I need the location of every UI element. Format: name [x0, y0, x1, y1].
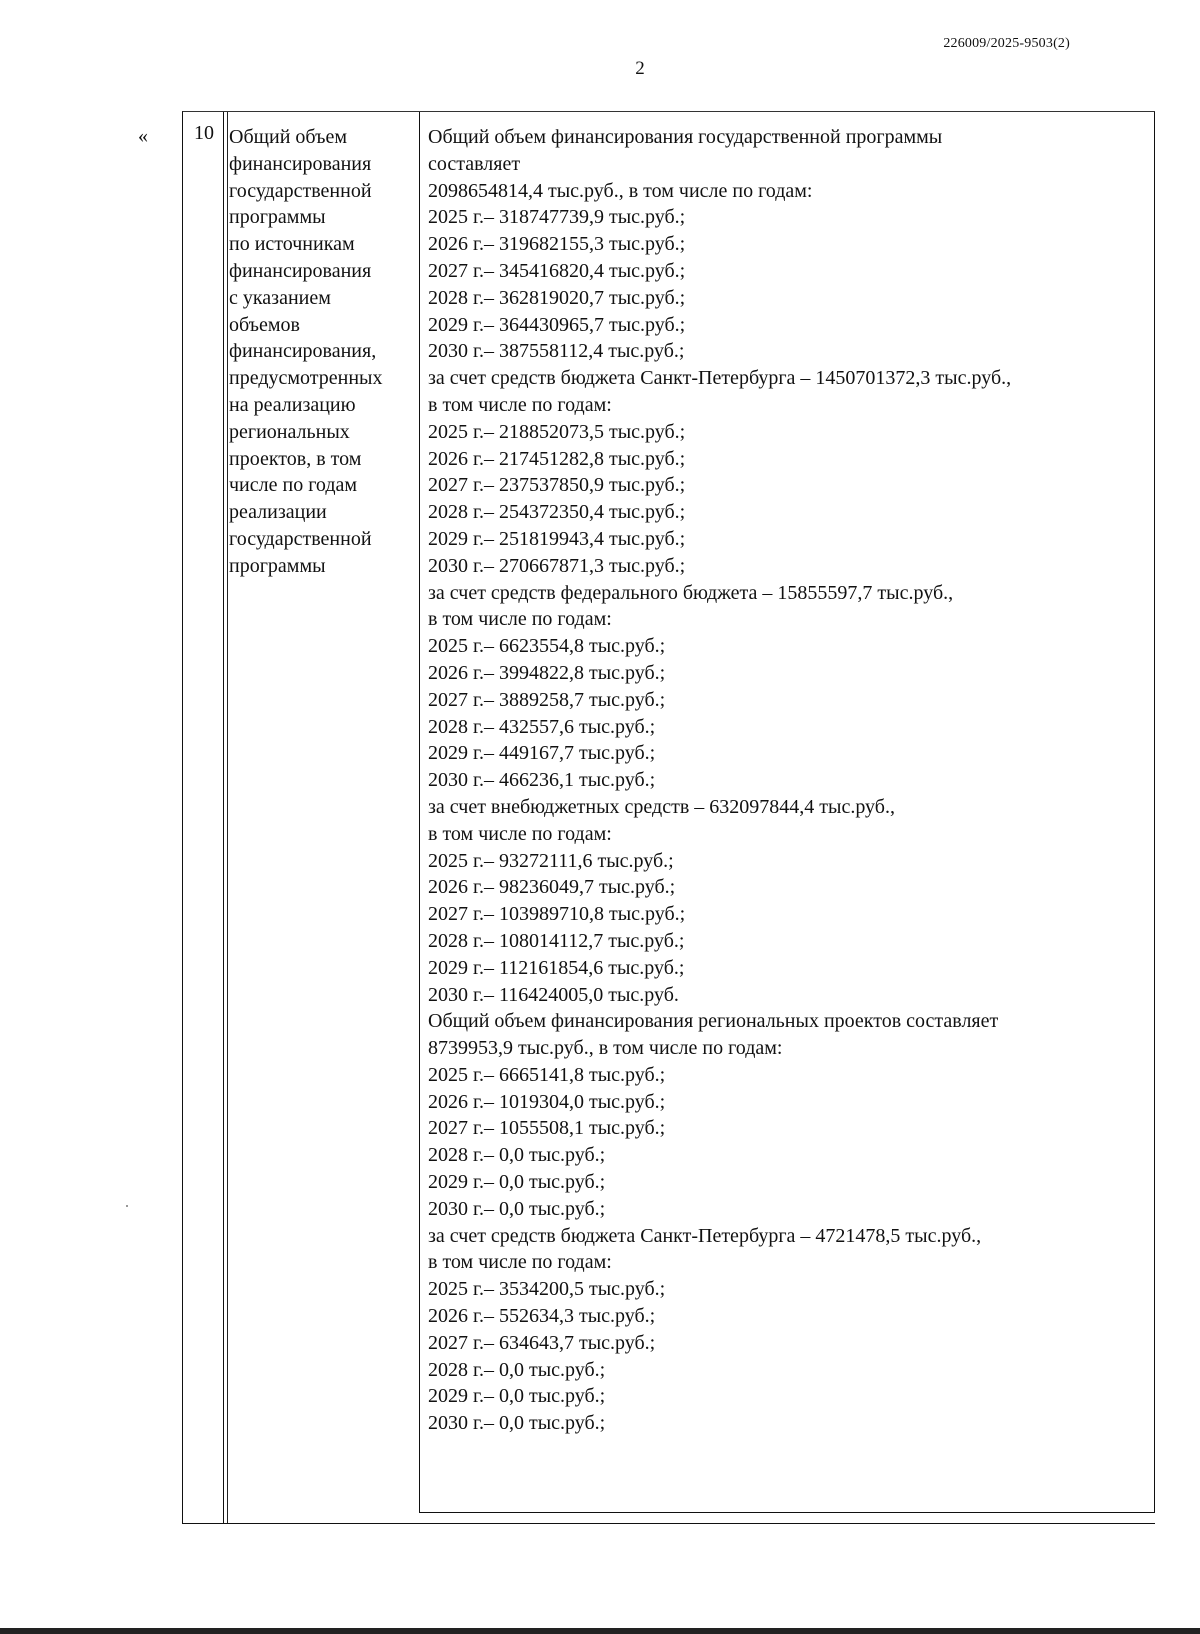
heading-line: предусмотренных	[229, 367, 383, 390]
content-line: 2028 г.– 362819020,7 тыс.руб.;	[428, 286, 686, 309]
content-line: 2027 г.– 345416820,4 тыс.руб.;	[428, 259, 686, 282]
document-id: 226009/2025-9503(2)	[943, 36, 1070, 51]
heading-line: реализации	[229, 501, 327, 524]
heading-line: по источникам	[229, 233, 355, 256]
content-line: 2025 г.– 218852073,5 тыс.руб.;	[428, 420, 686, 443]
heading-line: финансирования	[229, 259, 372, 282]
content-line: 2025 г.– 6623554,8 тыс.руб.;	[428, 635, 666, 658]
content-line: 8739953,9 тыс.руб., в том числе по годам:	[428, 1037, 783, 1060]
content-line: 2029 г.– 251819943,4 тыс.руб.;	[428, 527, 686, 550]
content-line: 2030 г.– 466236,1 тыс.руб.;	[428, 769, 656, 792]
heading-line: с указанием	[229, 286, 331, 309]
page-number: 2	[635, 58, 645, 79]
content-line: 2026 г.– 319682155,3 тыс.руб.;	[428, 233, 686, 256]
inner-bottom-border	[419, 1512, 1155, 1513]
content-line: составляет	[428, 152, 521, 175]
bottom-scan-edge	[0, 1628, 1200, 1634]
heading-line: программы	[229, 206, 326, 229]
content-line: 2029 г.– 449167,7 тыс.руб.;	[428, 742, 656, 765]
content-line: 2029 г.– 112161854,6 тыс.руб.;	[428, 956, 685, 979]
content-line: в том числе по годам:	[428, 1251, 612, 1274]
content-line: в том числе по годам:	[428, 393, 612, 416]
content-line: 2028 г.– 432557,6 тыс.руб.;	[428, 715, 656, 738]
content-line: 2026 г.– 552634,3 тыс.руб.;	[428, 1305, 656, 1328]
heading-line: объемов	[229, 313, 300, 336]
column-divider-2	[419, 112, 420, 1512]
content-line: 2027 г.– 1055508,1 тыс.руб.;	[428, 1117, 666, 1140]
content-line: 2027 г.– 634643,7 тыс.руб.;	[428, 1331, 656, 1354]
content-line: за счет средств бюджета Санкт-Петербурга – 4721478,5 тыс.руб.,	[428, 1224, 982, 1247]
content-line: в том числе по годам:	[428, 822, 612, 845]
content-line: 2030 г.– 387558112,4 тыс.руб.;	[428, 340, 685, 363]
right-border	[1154, 112, 1155, 1513]
content-line: 2028 г.– 108014112,7 тыс.руб.;	[428, 929, 685, 952]
content-line: 2027 г.– 237537850,9 тыс.руб.;	[428, 474, 686, 497]
heading-line: программы	[229, 554, 326, 577]
content-line: 2029 г.– 364430965,7 тыс.руб.;	[428, 313, 686, 336]
heading-line: на реализацию	[229, 393, 356, 416]
content-line: 2098654814,4 тыс.руб., в том числе по годам:	[428, 179, 813, 202]
content-line: Общий объем финансирования государственной программы	[428, 126, 943, 148]
content-line: 2025 г.– 318747739,9 тыс.руб.;	[428, 206, 686, 229]
column-divider-1b	[227, 112, 228, 1523]
content-line: за счет средств бюджета Санкт-Петербурга – 1450701372,3 тыс.руб.,	[428, 367, 1012, 390]
column-divider-1	[223, 112, 224, 1523]
content-line: 2030 г.– 0,0 тыс.руб.;	[428, 1197, 606, 1220]
content-line: 2026 г.– 217451282,8 тыс.руб.;	[428, 447, 686, 470]
heading-line: финансирования,	[229, 340, 377, 363]
heading-line: Общий объем	[229, 126, 347, 148]
content-line: 2026 г.– 98236049,7 тыс.руб.;	[428, 876, 676, 899]
heading-line: региональных	[229, 420, 350, 443]
opening-quote-mark: «	[138, 125, 148, 147]
content-line: в том числе по годам:	[428, 608, 612, 631]
content-line: 2026 г.– 1019304,0 тыс.руб.;	[428, 1090, 666, 1113]
content-line: 2027 г.– 3889258,7 тыс.руб.;	[428, 688, 666, 711]
heading-line: финансирования	[229, 152, 372, 175]
content-line: 2025 г.– 6665141,8 тыс.руб.;	[428, 1063, 666, 1086]
row-content	[428, 124, 1153, 1437]
heading-line: государственной	[229, 527, 372, 550]
content-line: 2030 г.– 116424005,0 тыс.руб.	[428, 983, 679, 1006]
speck-mark	[126, 1205, 128, 1207]
content-line: 2028 г.– 0,0 тыс.руб.;	[428, 1144, 606, 1167]
content-line: 2025 г.– 93272111,6 тыс.руб.;	[428, 849, 674, 872]
content-line: за счет средств федерального бюджета – 15855597,7 тыс.руб.,	[428, 581, 954, 604]
content-line: Общий объем финансирования региональных проектов составляет	[428, 1010, 999, 1033]
heading-line: государственной	[229, 179, 372, 202]
content-line: 2029 г.– 0,0 тыс.руб.;	[428, 1171, 606, 1194]
content-line: 2025 г.– 3534200,5 тыс.руб.;	[428, 1278, 666, 1301]
content-line: 2030 г.– 270667871,3 тыс.руб.;	[428, 554, 686, 577]
content-line: 2030 г.– 0,0 тыс.руб.;	[428, 1412, 606, 1435]
content-line: за счет внебюджетных средств – 632097844,4 тыс.руб.,	[428, 795, 895, 818]
content-line: 2029 г.– 0,0 тыс.руб.;	[428, 1385, 606, 1408]
heading-line: проектов, в том	[229, 447, 362, 470]
content-line: 2028 г.– 254372350,4 тыс.руб.;	[428, 501, 686, 524]
content-line: 2027 г.– 103989710,8 тыс.руб.;	[428, 903, 686, 926]
row-number: 10	[194, 122, 214, 144]
content-line: 2028 г.– 0,0 тыс.руб.;	[428, 1358, 606, 1381]
row-heading	[229, 124, 417, 580]
table-frame	[182, 111, 1155, 1524]
content-line: 2026 г.– 3994822,8 тыс.руб.;	[428, 661, 666, 684]
heading-line: числе по годам	[229, 474, 358, 497]
